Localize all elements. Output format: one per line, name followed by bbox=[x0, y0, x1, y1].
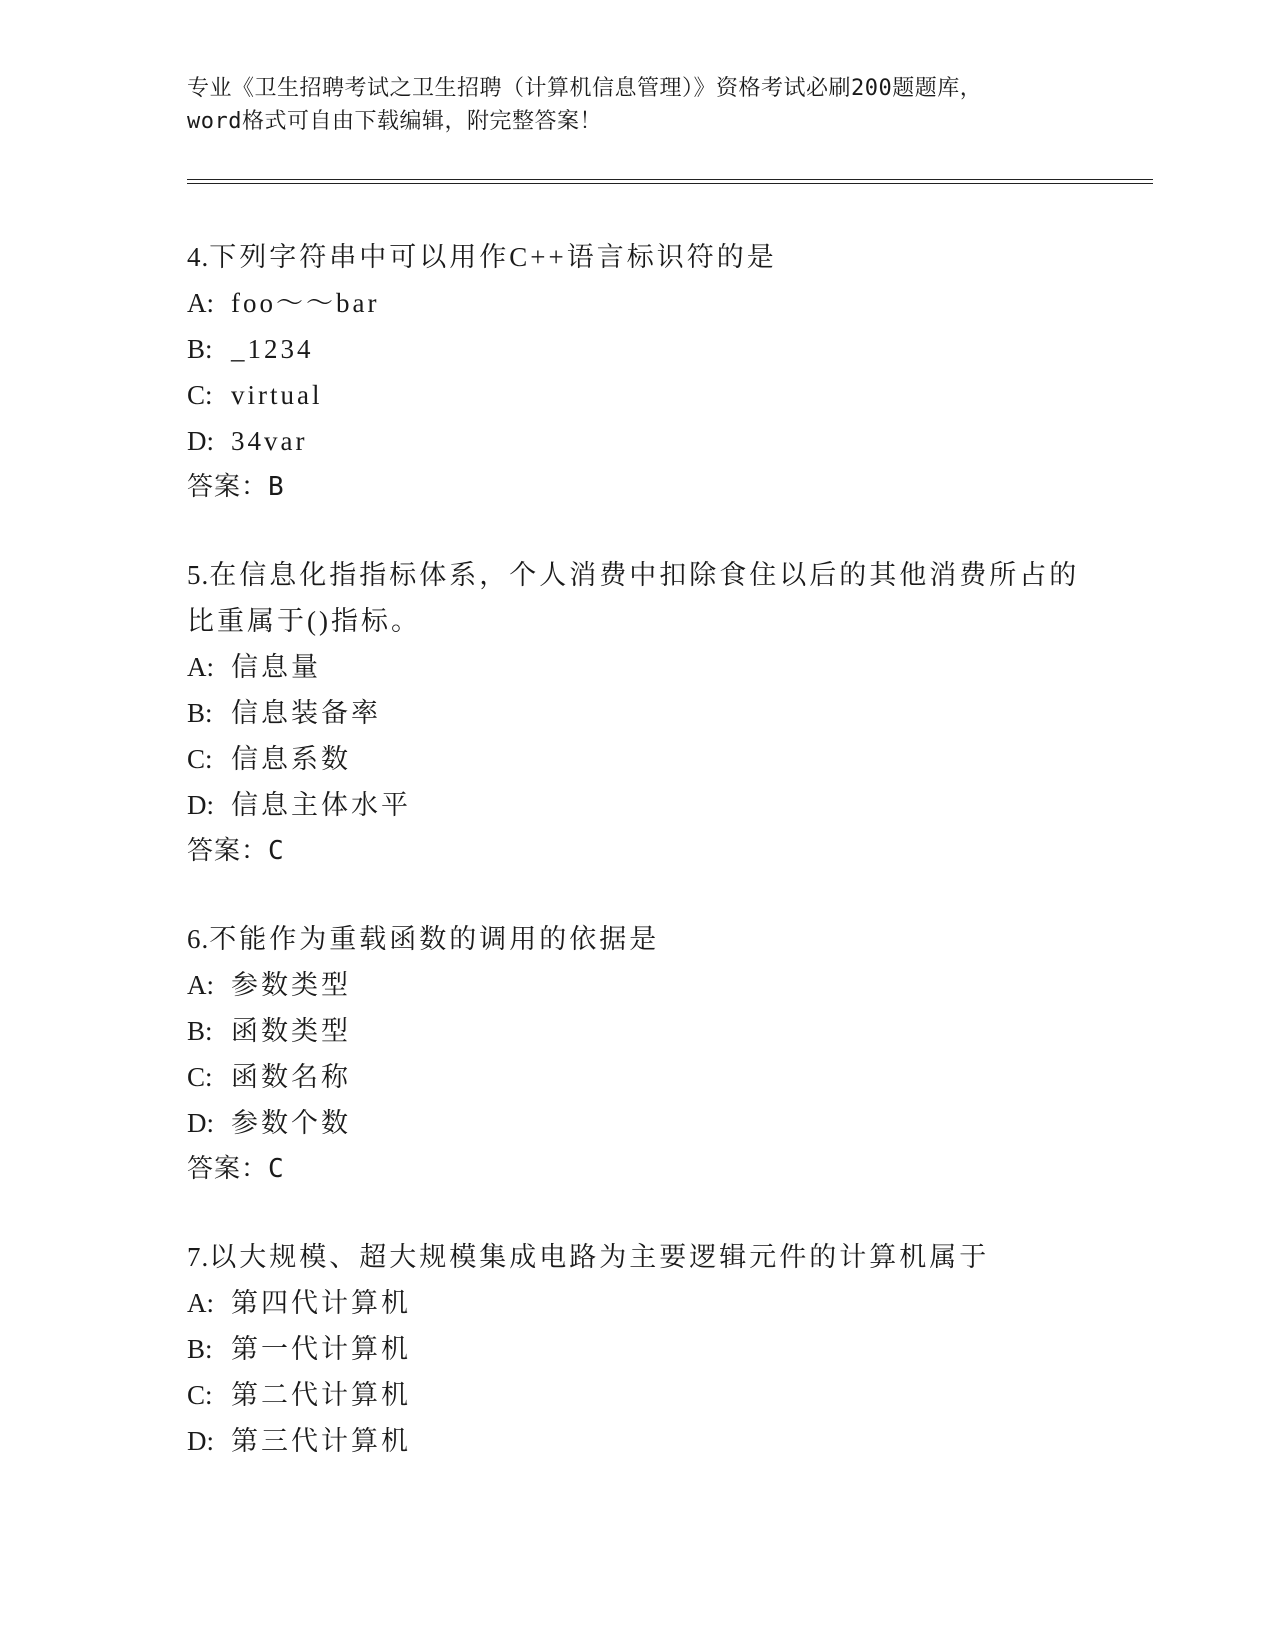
option-letter: D: bbox=[187, 1426, 214, 1456]
question-number: 6. bbox=[187, 924, 210, 954]
option-a bbox=[187, 962, 1087, 1008]
option-text: 函数名称 bbox=[231, 1062, 351, 1092]
option-text: 第二代计算机 bbox=[231, 1380, 411, 1410]
answer: 答案：C bbox=[187, 1154, 285, 1184]
option-d bbox=[187, 1418, 1087, 1464]
option-d bbox=[187, 418, 1087, 464]
question-stem bbox=[187, 234, 1087, 280]
option-text: virtual bbox=[231, 380, 323, 410]
option-letter: D: bbox=[187, 1108, 214, 1138]
header-line-1: 专业《卫生招聘考试之卫生招聘（计算机信息管理）》资格考试必刷200题题库， bbox=[187, 76, 983, 101]
option-letter: B: bbox=[187, 1016, 213, 1046]
answer: 答案：C bbox=[187, 836, 285, 866]
option-text: foo～～bar bbox=[231, 288, 380, 318]
question-5 bbox=[187, 552, 1087, 874]
option-letter: C: bbox=[187, 744, 213, 774]
option-text: 34var bbox=[231, 426, 308, 456]
question-4 bbox=[187, 234, 1087, 510]
option-text: _1234 bbox=[231, 334, 314, 364]
question-stem bbox=[187, 916, 1087, 962]
option-text: 函数类型 bbox=[231, 1016, 351, 1046]
question-stem-line: 在信息化指指标体系，个人消费中扣除食住以后的其他消费所占的 bbox=[209, 560, 1080, 590]
option-text: 第四代计算机 bbox=[231, 1288, 411, 1318]
option-c bbox=[187, 1054, 1087, 1100]
option-d bbox=[187, 782, 1087, 828]
option-b bbox=[187, 1008, 1087, 1054]
question-stem bbox=[187, 1234, 1087, 1280]
option-b bbox=[187, 1326, 1087, 1372]
question-number: 7. bbox=[187, 1242, 210, 1272]
question-stem-line: 下列字符串中可以用作C++语言标识符的是 bbox=[209, 242, 777, 272]
option-letter: C: bbox=[187, 1380, 213, 1410]
option-a bbox=[187, 280, 1087, 326]
option-c bbox=[187, 372, 1087, 418]
answer: 答案：B bbox=[187, 472, 285, 502]
question-7 bbox=[187, 1234, 1087, 1464]
document-header bbox=[187, 72, 1087, 138]
option-b bbox=[187, 326, 1087, 372]
option-letter: C: bbox=[187, 1062, 213, 1092]
option-text: 第三代计算机 bbox=[231, 1426, 411, 1456]
question-stem bbox=[187, 552, 1087, 598]
option-letter: A: bbox=[187, 288, 214, 318]
option-letter: A: bbox=[187, 652, 214, 682]
header-divider-top bbox=[187, 179, 1153, 180]
option-letter: B: bbox=[187, 1334, 213, 1364]
option-b bbox=[187, 690, 1087, 736]
header-line-2: word格式可自由下载编辑，附完整答案！ bbox=[187, 109, 602, 134]
option-text: 信息量 bbox=[231, 652, 321, 682]
option-text: 信息主体水平 bbox=[231, 790, 411, 820]
option-letter: B: bbox=[187, 334, 213, 364]
option-a bbox=[187, 644, 1087, 690]
option-letter: A: bbox=[187, 1288, 214, 1318]
option-letter: B: bbox=[187, 698, 213, 728]
question-number: 4. bbox=[187, 242, 210, 272]
question-stem-line: 以大规模、超大规模集成电路为主要逻辑元件的计算机属于 bbox=[209, 1242, 990, 1272]
question-number: 5. bbox=[187, 560, 210, 590]
option-text: 第一代计算机 bbox=[231, 1334, 411, 1364]
option-text: 参数个数 bbox=[231, 1108, 351, 1138]
option-c bbox=[187, 736, 1087, 782]
option-letter: D: bbox=[187, 426, 214, 456]
option-text: 参数类型 bbox=[231, 970, 351, 1000]
option-a bbox=[187, 1280, 1087, 1326]
option-text: 信息系数 bbox=[231, 744, 351, 774]
option-d bbox=[187, 1100, 1087, 1146]
option-text: 信息装备率 bbox=[231, 698, 381, 728]
option-letter: A: bbox=[187, 970, 214, 1000]
question-stem-line: 不能作为重载函数的调用的依据是 bbox=[209, 924, 660, 954]
option-c bbox=[187, 1372, 1087, 1418]
header-divider-bottom bbox=[187, 183, 1153, 184]
question-list bbox=[187, 234, 1087, 1506]
option-letter: D: bbox=[187, 790, 214, 820]
question-6 bbox=[187, 916, 1087, 1192]
question-stem-continued: 比重属于()指标。 bbox=[187, 606, 421, 636]
option-letter: C: bbox=[187, 380, 213, 410]
